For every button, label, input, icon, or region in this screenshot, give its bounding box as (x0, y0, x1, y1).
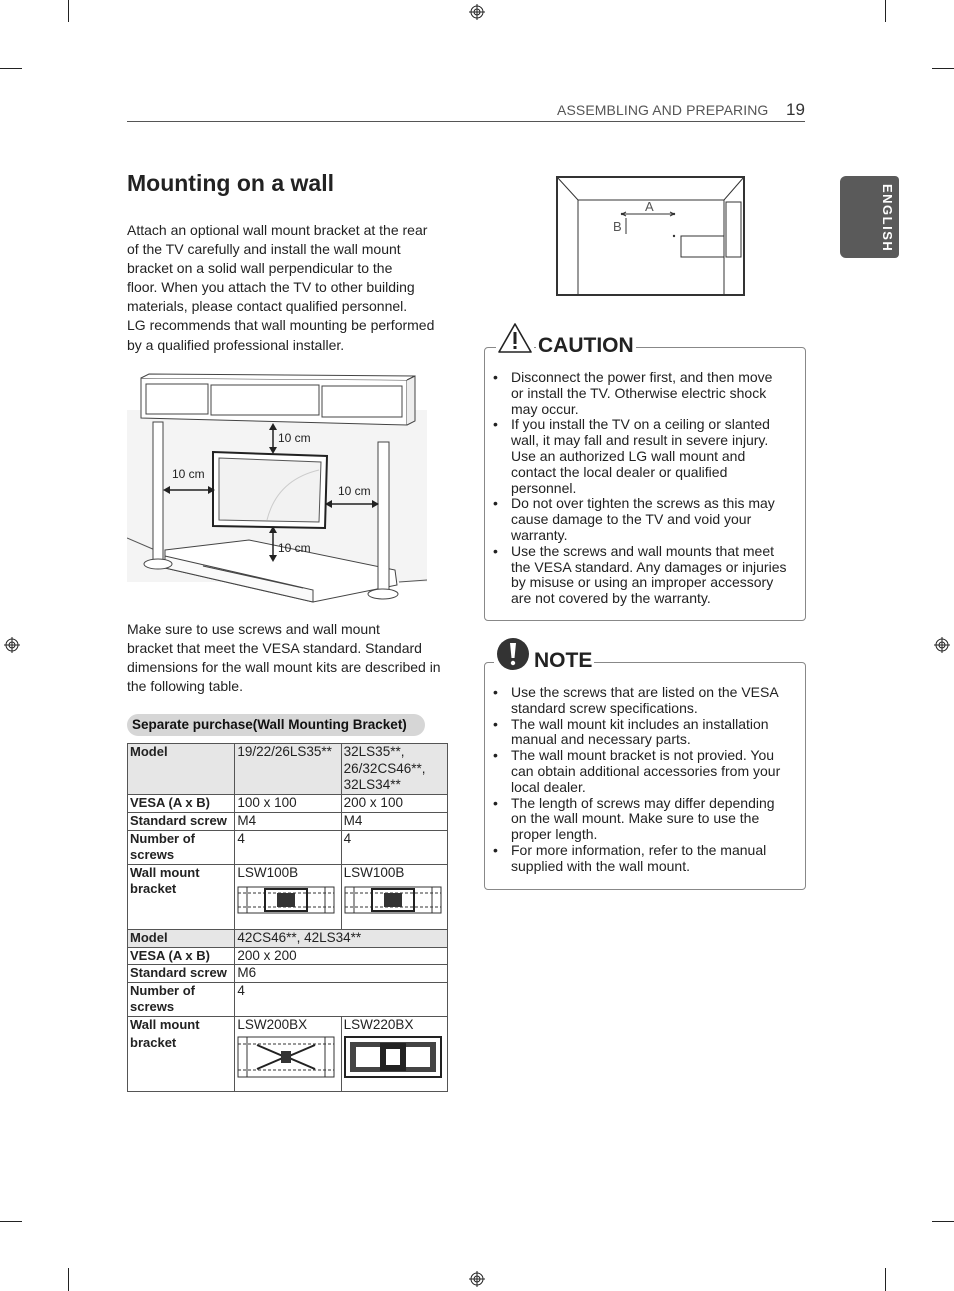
vesa-diagram (556, 176, 746, 297)
item-line: proper length. (511, 826, 598, 843)
bracket-image (237, 1035, 335, 1079)
item-line: or install the TV. Otherwise electric shock (511, 384, 767, 401)
clearance-label-left: 10 cm (172, 467, 205, 481)
item-line: Use an authorized LG wall mount and (511, 447, 746, 464)
bracket-image (237, 883, 335, 917)
caution-title: CAUTION (538, 334, 634, 357)
bracket-table-1 (127, 743, 448, 931)
item-line: the VESA standard. Any damages or injuries (511, 558, 787, 575)
bracket-model: LSW100B (237, 864, 299, 880)
table-cell-vesa: 200 x 200 (235, 947, 448, 965)
table-cell-screw: M4 (341, 812, 447, 830)
registration-mark-icon (934, 637, 950, 653)
model-line: 32LS34** (343, 777, 401, 792)
intro-line: Attach an optional wall mount bracket at the rear (127, 222, 428, 238)
table-cell-model: 42CS46**, 42LS34** (235, 930, 448, 948)
registration-mark-icon (469, 1271, 485, 1287)
crop-mark (0, 1221, 22, 1222)
vesa-paragraph (127, 620, 457, 696)
vesa-label-b: B (613, 219, 622, 234)
table-cell-bracket (235, 1016, 341, 1091)
intro-paragraph (127, 221, 452, 355)
table-header-model: Model (128, 744, 235, 795)
table-header-vesa: VESA (A x B) (128, 795, 235, 813)
vesa-line: dimensions for the wall mount kits are described in (127, 659, 441, 676)
clearance-label-right: 10 cm (338, 484, 371, 498)
intro-line: materials, please contact qualified personnel. (127, 298, 408, 315)
table-cell-screw-count: 4 (341, 830, 447, 864)
note-box (484, 662, 806, 890)
table-header-screw-count (128, 830, 235, 864)
caution-item (485, 544, 797, 607)
item-line: wall, it may fall and result in severe injury. (511, 432, 769, 449)
table-cell-model (341, 744, 447, 795)
table-header-screw-count (128, 982, 235, 1016)
clearance-label-bottom: 10 cm (278, 541, 311, 555)
page-number: 19 (786, 100, 805, 119)
caution-item (485, 417, 797, 496)
exclamation-icon (494, 636, 532, 672)
wall-clearance-illustration (127, 370, 427, 610)
crop-mark (885, 1268, 886, 1291)
vesa-line: the following table. (127, 678, 243, 695)
label-line: screws (130, 847, 175, 862)
item-line: warranty. (511, 526, 568, 543)
note-item (485, 748, 797, 795)
item-line: supplied with the wall mount. (511, 857, 690, 874)
vesa-line: bracket that meet the VESA standard. Standard (127, 640, 422, 657)
model-line: 32LS35**, (343, 744, 405, 759)
item-line: contact the local dealer or qualified (511, 463, 728, 480)
table-header-bracket (128, 864, 235, 930)
table-section-title: Separate purchase(Wall Mounting Bracket) (127, 714, 425, 736)
table-header-model: Model (128, 930, 235, 948)
crop-mark (885, 0, 886, 22)
crop-mark (68, 0, 69, 22)
item-line: • Use the screws and wall mounts that meet (511, 542, 775, 559)
table-cell-bracket (341, 864, 447, 930)
item-line: • Use the screws that are listed on the VESA (511, 684, 779, 700)
note-item (485, 685, 797, 717)
crop-mark (0, 68, 22, 69)
label-line: bracket (130, 1035, 177, 1050)
bracket-table-2 (127, 929, 448, 1092)
header-rule (127, 121, 805, 122)
language-tab-label: ENGLISH (880, 184, 895, 253)
intro-line: by a qualified professional installer. (127, 336, 345, 353)
item-line: may occur. (511, 400, 579, 417)
item-line: can obtain additional accessories from your (511, 762, 781, 779)
note-title: NOTE (534, 649, 593, 672)
table-header-screw: Standard screw (128, 965, 235, 983)
note-item (485, 717, 797, 749)
caution-item (485, 370, 797, 417)
note-item (485, 796, 797, 843)
table-cell-screw: M6 (235, 965, 448, 983)
bracket-model: LSW100B (343, 864, 405, 880)
item-line: • If you install the TV on a ceiling or slanted (511, 416, 770, 433)
bracket-image (344, 883, 442, 917)
label-line: Wall mount (130, 864, 200, 880)
language-tab (840, 176, 899, 258)
caution-item (485, 496, 797, 543)
intro-line: LG recommends that wall mounting be performed (127, 317, 435, 334)
table-header-bracket (128, 1016, 235, 1091)
intro-line: of the TV carefully and install the wall mount (127, 241, 401, 258)
item-line: by misuse or using an improper accessory (511, 574, 774, 591)
table-cell-bracket (235, 864, 341, 930)
table-cell-vesa: 200 x 100 (341, 795, 447, 813)
table-cell-screw-count: 4 (235, 830, 341, 864)
crop-mark (932, 1221, 954, 1222)
page-title: Mounting on a wall (127, 170, 334, 196)
table-cell-bracket (341, 1016, 447, 1091)
label-line: screws (130, 999, 175, 1014)
bracket-model: LSW220BX (343, 1016, 414, 1032)
item-line: • The wall mount bracket is not provied. You (511, 747, 775, 764)
table-cell-screw: M4 (235, 812, 341, 830)
table-cell-model: 19/22/26LS35** (235, 744, 341, 795)
registration-mark-icon (4, 637, 20, 653)
item-line: • Disconnect the power first, and then move (511, 369, 773, 385)
label-line: Wall mount (130, 1016, 200, 1032)
item-line: cause damage to the TV and void your (511, 511, 752, 528)
caution-box (484, 347, 806, 621)
warning-triangle-icon (496, 321, 534, 355)
item-line: are not covered by the warranty. (511, 590, 711, 607)
bracket-image (344, 1035, 442, 1079)
item-line: personnel. (511, 479, 577, 496)
caution-list (485, 370, 797, 607)
note-item (485, 843, 797, 875)
intro-line: floor. When you attach the TV to other building (127, 279, 415, 296)
table-header-screw: Standard screw (128, 812, 235, 830)
table-cell-screw-count: 4 (235, 982, 448, 1016)
bracket-model: LSW200BX (237, 1016, 308, 1032)
label-line: Number of (130, 982, 195, 998)
item-line: • The wall mount kit includes an installation (511, 715, 769, 732)
crop-mark (932, 68, 954, 69)
vesa-line: Make sure to use screws and wall mount (127, 621, 380, 637)
item-line: on the wall mount. Make sure to use the (511, 810, 760, 827)
item-line: • The length of screws may differ depending (511, 794, 775, 811)
item-line: manual and necessary parts. (511, 731, 691, 748)
crop-mark (68, 1268, 69, 1291)
note-list (485, 685, 797, 875)
vesa-label-a: A (645, 199, 654, 214)
item-line: local dealer. (511, 778, 586, 795)
registration-mark-icon (469, 4, 485, 20)
section-header: ASSEMBLING AND PREPARING (557, 102, 769, 118)
item-line: standard screw specifications. (511, 699, 698, 716)
item-line: • For more information, refer to the manual (511, 841, 767, 858)
clearance-label-top: 10 cm (278, 431, 311, 445)
label-line: Number of (130, 830, 195, 846)
label-line: bracket (130, 881, 177, 896)
intro-line: bracket on a solid wall perpendicular to the (127, 260, 393, 277)
table-header-vesa: VESA (A x B) (128, 947, 235, 965)
table-cell-vesa: 100 x 100 (235, 795, 341, 813)
item-line: • Do not over tighten the screws as this may (511, 495, 775, 512)
model-line: 26/32CS46**, (343, 760, 426, 776)
